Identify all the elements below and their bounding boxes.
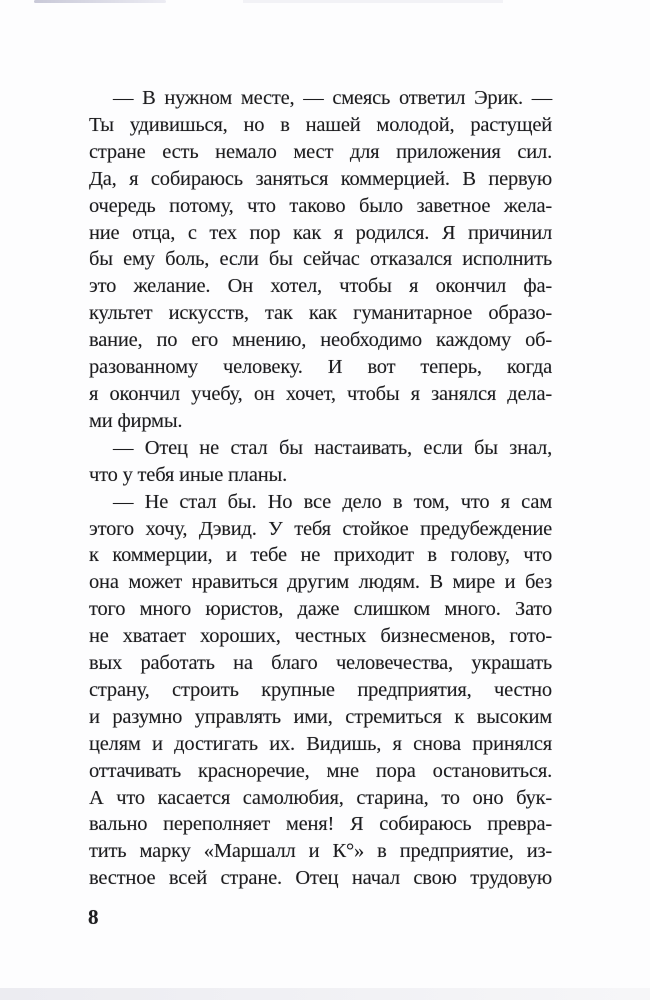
page-number: 8 (88, 905, 99, 929)
text-line: не хватает хороших, честных бизнесменов, гото- (89, 625, 552, 648)
text-line: вально переполняет меня! Я собираюсь превра- (89, 813, 552, 836)
text-line: разованному человеку. И вот теперь, когда (89, 356, 552, 379)
scan-shade-top-right (243, 0, 503, 3)
text-line: ми фирмы. (89, 409, 183, 432)
scan-shade-top-left (34, 0, 166, 3)
text-line: вых работать на благо человечества, украшать (89, 652, 552, 675)
text-line: вание, по его мнению, необходимо каждому об- (89, 329, 552, 352)
text-line: вестное всей стране. Отец начал свою трудовую (89, 867, 552, 890)
text-line: я окончил учебу, он хочет, чтобы я занялся дела- (89, 382, 552, 405)
text-line: Да, я собираюсь заняться коммерцией. В первую (89, 167, 552, 190)
text-line: — В нужном месте, — смеясь ответил Эрик. — (113, 87, 552, 109)
text-line: — Не стал бы. Но все дело в том, что я сам (113, 490, 552, 513)
text-line: А что касается самолюбия, старина, то оно бук- (89, 786, 552, 809)
text-line: страну, строить крупные предприятия, честно (89, 678, 552, 701)
text-line: культет искусств, так как гуманитарное образо- (89, 302, 552, 325)
text-line: того много юристов, даже слишком много. Зато (89, 598, 552, 621)
page-text (89, 85, 552, 892)
scan-shade-bottom (0, 988, 650, 1000)
text-line: бы ему боль, если бы сейчас отказался исполнить (89, 248, 552, 271)
text-line: очередь потому, что таково было заветное жела- (89, 194, 552, 217)
text-line: Ты удивишься, но в нашей молодой, растущей (89, 113, 552, 136)
text-line: что у тебя иные планы. (89, 463, 287, 486)
text-line: ние отца, с тех пор как я родился. Я причинил (89, 221, 552, 244)
text-line: — Отец не стал бы настаивать, если бы знал, (113, 436, 552, 459)
text-line: и разумно управлять ими, стремиться к высоким (89, 705, 552, 728)
text-line: целям и достигать их. Видишь, я снова принялся (89, 732, 552, 755)
text-line: этого хочу, Дэвид. У тебя стойкое предубеждение (89, 517, 552, 540)
text-line: оттачивать красноречие, мне пора остановиться. (89, 759, 552, 782)
text-line: стране есть немало мест для приложения сил. (89, 140, 552, 163)
text-line: тить марку «Маршалл и К°» в предприятие, из- (89, 840, 552, 863)
text-line: это желание. Он хотел, чтобы я окончил фа- (89, 275, 552, 298)
text-line: к коммерции, и тебе не приходит в голову, что (89, 544, 552, 567)
text-line: она может нравиться другим людям. В мире и без (89, 571, 552, 594)
